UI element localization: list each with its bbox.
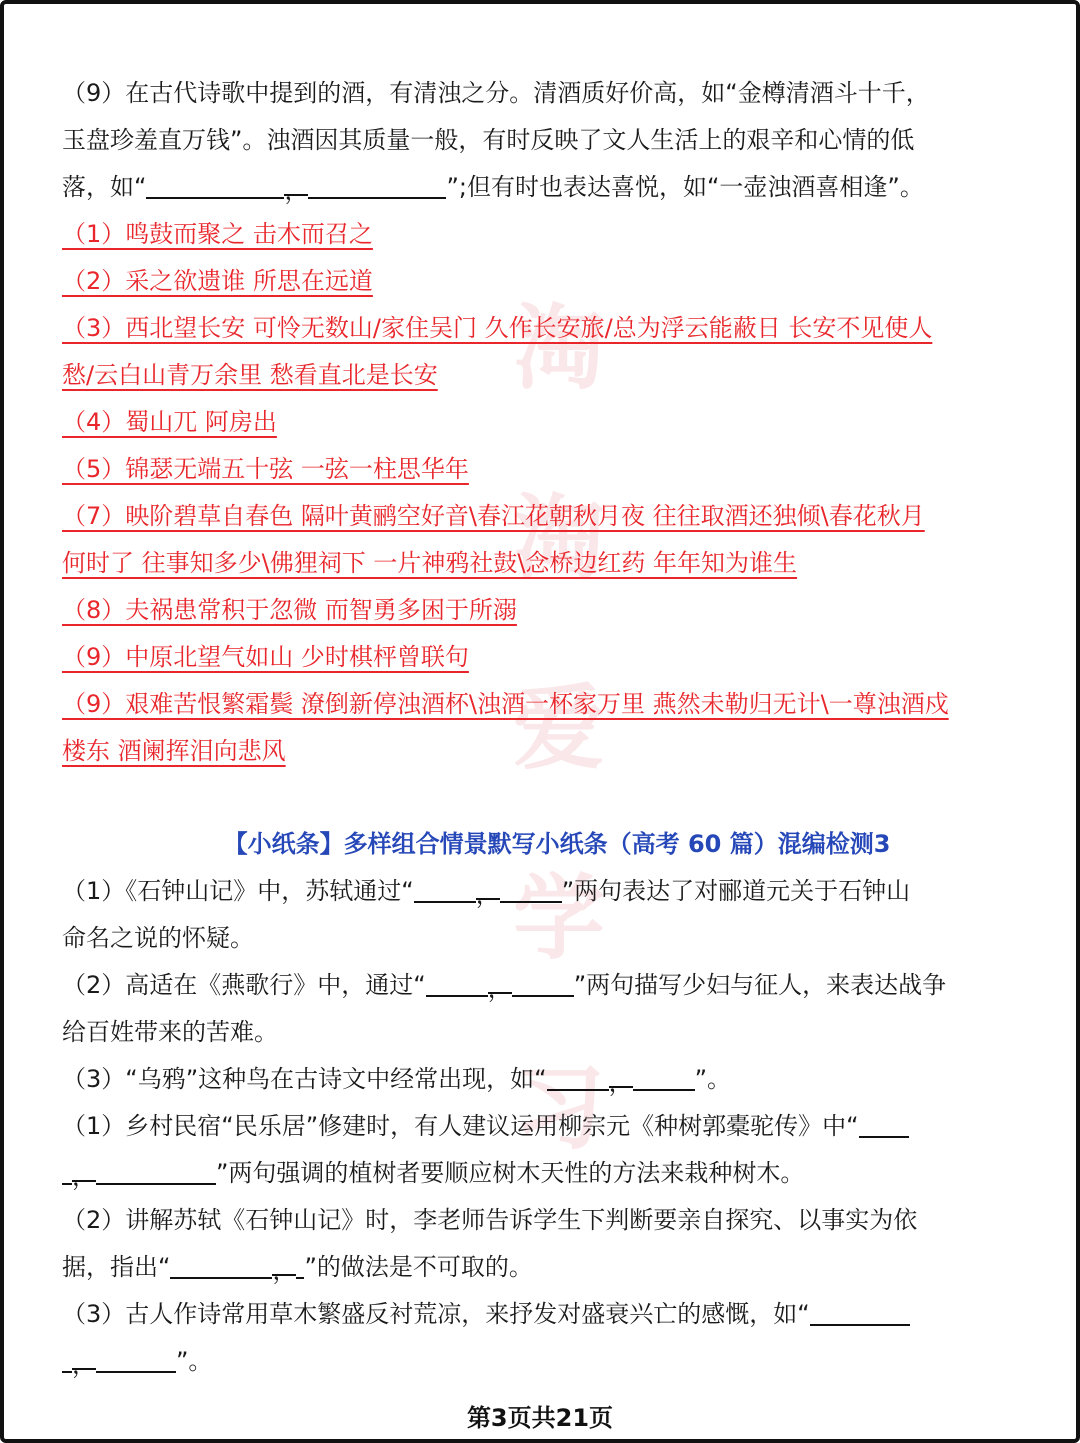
question-3-line-1 bbox=[62, 1056, 1022, 1103]
blank-comma: ， bbox=[284, 168, 308, 196]
question-text: （1）乡村民宿“民乐居”修建时，有人建议运用柳宗元《种树郭橐驼传》中“ bbox=[62, 1112, 859, 1140]
question-text: （2）高适在《燕歌行》中，通过“ bbox=[62, 971, 426, 999]
question-2-line-2: 给百姓带来的苦难。 bbox=[62, 1018, 278, 1046]
answer-blank[interactable] bbox=[308, 171, 446, 199]
watermark: 淘 淘 爱 学 习 bbox=[512, 295, 605, 1162]
question-text: （3）古人作诗常用草木繁盛反衬荒凉，来抒发对盛衰兴亡的感慨，如“ bbox=[62, 1300, 810, 1328]
answer-line: （1）鸣鼓而聚之 击木而召之 bbox=[62, 220, 373, 248]
blank-comma: ， bbox=[72, 1342, 96, 1370]
question-text: ”两句表达了对郦道元关于石钟山 bbox=[561, 877, 911, 905]
blank-comma: ， bbox=[272, 1248, 296, 1276]
blank-comma: ， bbox=[609, 1060, 633, 1088]
answer-blank[interactable] bbox=[859, 1110, 909, 1138]
question-text: ”。 bbox=[176, 1347, 213, 1375]
answer-line: （4）蜀山兀 阿房出 bbox=[62, 408, 277, 436]
question-1-line-2: 命名之说的怀疑。 bbox=[62, 924, 254, 952]
answer-line: （9）艰难苦恨繁霜鬓 潦倒新停浊酒杯\浊酒一杯家万里 燕然未勒归无计\一尊浊酒戍 bbox=[62, 690, 949, 718]
answer-blank[interactable] bbox=[170, 1251, 272, 1279]
question-9-line-3 bbox=[62, 164, 1022, 211]
question-text: ”的做法是不可取的。 bbox=[304, 1253, 533, 1281]
practice-2-line-1: （2）讲解苏轼《石钟山记》时，李老师告诉学生下判断要亲自探究、以事实为依 bbox=[62, 1206, 918, 1234]
answer-line: 楼东 酒阑挥泪向悲风 bbox=[62, 737, 286, 765]
question-text: ”。 bbox=[694, 1065, 732, 1093]
page-number: 第3页共21页 bbox=[466, 1404, 614, 1432]
blank-comma: ， bbox=[488, 966, 512, 994]
answer-blank[interactable] bbox=[512, 969, 574, 997]
question-text: （1）《石钟山记》中，苏轼通过“ bbox=[62, 877, 414, 905]
practice-3-line-2 bbox=[62, 1338, 1022, 1385]
answer-line: 何时了 往事知多少\佛狸祠下 一片神鸦社鼓\念桥边红药 年年知为谁生 bbox=[62, 549, 798, 577]
practice-2-line-2 bbox=[62, 1244, 1022, 1291]
question-text: 据，指出“ bbox=[62, 1253, 171, 1281]
answer-blank[interactable] bbox=[426, 969, 488, 997]
answer-blank[interactable] bbox=[633, 1063, 695, 1091]
section-title: 【小纸条】多样组合情景默写小纸条（高考 60 篇）混编检测3 bbox=[223, 830, 891, 858]
practice-3-line-1 bbox=[62, 1291, 1022, 1338]
answer-line: 愁/云白山青万余里 愁看直北是长安 bbox=[62, 361, 438, 389]
question-9-line-2: 玉盘珍羞直万钱”。浊酒因其质量一般，有时反映了文人生活上的艰辛和心情的低 bbox=[62, 126, 915, 154]
answer-blank[interactable] bbox=[547, 1063, 609, 1091]
answer-blank[interactable] bbox=[96, 1157, 216, 1185]
question-text: ”;但有时也表达喜悦，如“一壶浊酒喜相逢”。 bbox=[446, 173, 924, 201]
answer-blank[interactable] bbox=[62, 1345, 72, 1373]
question-1-line-1 bbox=[62, 868, 1022, 915]
answer-line: （2）采之欲遗谁 所思在远道 bbox=[62, 267, 373, 295]
answer-line: （9）中原北望气如山 少时棋枰曾联句 bbox=[62, 643, 469, 671]
answer-blank[interactable] bbox=[146, 171, 284, 199]
practice-1-line-2 bbox=[62, 1150, 1022, 1197]
answer-list bbox=[62, 211, 1022, 775]
question-text: （3）“乌鸦”这种鸟在古诗文中经常出现，如“ bbox=[62, 1065, 547, 1093]
blank-comma: ， bbox=[72, 1154, 96, 1182]
question-text: ”两句强调的植树者要顺应树木天性的方法来栽种树木。 bbox=[216, 1159, 805, 1187]
question-9-line-1: （9）在古代诗歌中提到的酒，有清浊之分。清酒质好价高，如“金樽清酒斗十千， bbox=[62, 79, 930, 107]
answer-blank[interactable] bbox=[96, 1345, 176, 1373]
answer-blank[interactable] bbox=[810, 1298, 910, 1326]
answer-line: （7）映阶碧草自春色 隔叶黄鹂空好音\春江花朝秋月夜 往往取酒还独倾\春花秋月 bbox=[62, 502, 925, 530]
answer-line: （8）夫祸患常积于忽微 而智勇多困于所溺 bbox=[62, 596, 517, 624]
question-text: ”两句描写少妇与征人，来表达战争 bbox=[573, 971, 947, 999]
answer-blank[interactable] bbox=[62, 1157, 72, 1185]
answer-line: （5）锦瑟无端五十弦 一弦一柱思华年 bbox=[62, 455, 469, 483]
answer-blank[interactable] bbox=[500, 875, 562, 903]
question-2-line-1 bbox=[62, 962, 1022, 1009]
page-content bbox=[62, 70, 1022, 1385]
answer-line: （3）西北望长安 可怜无数山/家住吴门 久作长安旅/总为浮云能蔽日 长安不见使人 bbox=[62, 314, 933, 342]
question-text: 落，如“ bbox=[62, 173, 147, 201]
blank-comma: ， bbox=[476, 872, 500, 900]
answer-blank[interactable] bbox=[414, 875, 476, 903]
practice-1-line-1 bbox=[62, 1103, 1022, 1150]
